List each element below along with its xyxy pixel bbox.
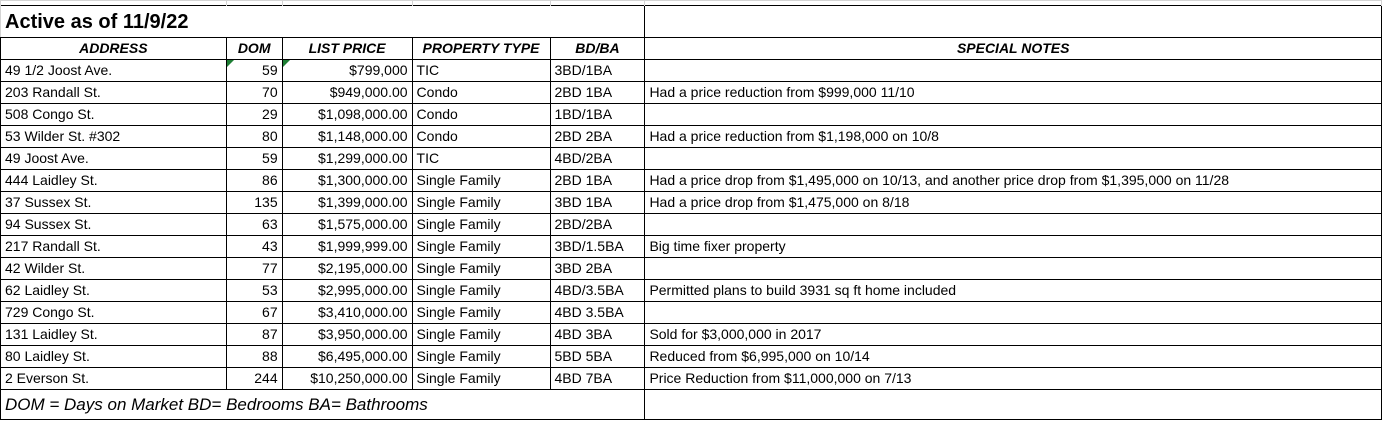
title-row	[1, 6, 1382, 38]
address-cell[interactable]: 62 Laidley St.	[1, 280, 227, 302]
dom-cell[interactable]: 63	[226, 214, 282, 236]
address-cell[interactable]: 217 Randall St.	[1, 236, 227, 258]
table-row	[1, 60, 1382, 82]
footer-empty-cell[interactable]	[645, 390, 1382, 420]
table-row	[1, 236, 1382, 258]
header-special-notes[interactable]: SPECIAL NOTES	[645, 38, 1382, 60]
bd-ba-cell[interactable]: 4BD 7BA	[550, 368, 645, 390]
dom-cell[interactable]: 135	[226, 192, 282, 214]
bd-ba-cell[interactable]: 3BD/1BA	[550, 60, 645, 82]
bd-ba-cell[interactable]: 2BD 1BA	[550, 82, 645, 104]
address-cell[interactable]: 2 Everson St.	[1, 368, 227, 390]
dom-cell[interactable]: 59	[226, 60, 282, 82]
list-price-cell[interactable]: $1,300,000.00	[282, 170, 412, 192]
address-cell[interactable]: 508 Congo St.	[1, 104, 227, 126]
special-notes-cell[interactable]: Price Reduction from $11,000,000 on 7/13	[645, 368, 1382, 390]
address-cell[interactable]: 444 Laidley St.	[1, 170, 227, 192]
dom-cell[interactable]: 87	[226, 324, 282, 346]
list-price-cell[interactable]: $10,250,000.00	[282, 368, 412, 390]
header-list-price[interactable]: LIST PRICE	[282, 38, 412, 60]
dom-cell[interactable]: 43	[226, 236, 282, 258]
property-type-cell[interactable]: Condo	[412, 104, 550, 126]
dom-cell[interactable]: 53	[226, 280, 282, 302]
dom-cell[interactable]: 86	[226, 170, 282, 192]
bd-ba-cell[interactable]: 2BD/2BA	[550, 214, 645, 236]
header-bd-ba[interactable]: BD/BA	[550, 38, 645, 60]
special-notes-cell[interactable]	[645, 258, 1382, 280]
property-type-cell[interactable]: Single Family	[412, 214, 550, 236]
bd-ba-cell[interactable]: 4BD/3.5BA	[550, 280, 645, 302]
special-notes-cell[interactable]	[645, 104, 1382, 126]
special-notes-cell[interactable]	[645, 60, 1382, 82]
property-type-cell[interactable]: Single Family	[412, 302, 550, 324]
bd-ba-cell[interactable]: 5BD 5BA	[550, 346, 645, 368]
list-price-cell[interactable]: $2,195,000.00	[282, 258, 412, 280]
address-cell[interactable]: 203 Randall St.	[1, 82, 227, 104]
table-row	[1, 302, 1382, 324]
header-property-type[interactable]: PROPERTY TYPE	[412, 38, 550, 60]
legend-note[interactable]: DOM = Days on Market BD= Bedrooms BA= Bathrooms	[1, 390, 645, 420]
property-type-cell[interactable]: Condo	[412, 82, 550, 104]
bd-ba-cell[interactable]: 2BD 2BA	[550, 126, 645, 148]
list-price-cell[interactable]: $3,950,000.00	[282, 324, 412, 346]
dom-cell[interactable]: 29	[226, 104, 282, 126]
property-type-cell[interactable]: Condo	[412, 126, 550, 148]
bd-ba-cell[interactable]: 2BD 1BA	[550, 170, 645, 192]
special-notes-cell[interactable]: Sold for $3,000,000 in 2017	[645, 324, 1382, 346]
table-row	[1, 104, 1382, 126]
table-row	[1, 214, 1382, 236]
list-price-cell[interactable]: $799,000	[282, 60, 412, 82]
list-price-cell[interactable]: $949,000.00	[282, 82, 412, 104]
property-type-cell[interactable]: TIC	[412, 148, 550, 170]
title-spacer-cell[interactable]	[645, 6, 1382, 38]
address-cell[interactable]: 49 1/2 Joost Ave.	[1, 60, 227, 82]
list-price-cell[interactable]: $1,399,000.00	[282, 192, 412, 214]
property-type-cell[interactable]: Single Family	[412, 368, 550, 390]
special-notes-cell[interactable]: Had a price drop from $1,495,000 on 10/13, and another price drop from $1,395,000 on 11/28	[645, 170, 1382, 192]
special-notes-cell[interactable]: Had a price drop from $1,475,000 on 8/18	[645, 192, 1382, 214]
footer-row	[1, 390, 1382, 420]
address-cell[interactable]: 131 Laidley St.	[1, 324, 227, 346]
bd-ba-cell[interactable]: 4BD/2BA	[550, 148, 645, 170]
address-cell[interactable]: 37 Sussex St.	[1, 192, 227, 214]
table-row	[1, 258, 1382, 280]
sheet-title[interactable]: Active as of 11/9/22	[1, 6, 645, 38]
header-dom[interactable]: DOM	[226, 38, 282, 60]
dom-cell[interactable]: 59	[226, 148, 282, 170]
special-notes-cell[interactable]	[645, 148, 1382, 170]
bd-ba-cell[interactable]: 3BD 2BA	[550, 258, 645, 280]
table-row	[1, 324, 1382, 346]
table-row	[1, 280, 1382, 302]
address-cell[interactable]: 42 Wilder St.	[1, 258, 227, 280]
list-price-cell[interactable]: $1,999,999.00	[282, 236, 412, 258]
special-notes-cell[interactable]: Had a price reduction from $1,198,000 on 10/8	[645, 126, 1382, 148]
property-type-cell[interactable]: TIC	[412, 60, 550, 82]
bd-ba-cell[interactable]: 3BD/1.5BA	[550, 236, 645, 258]
list-price-cell[interactable]: $3,410,000.00	[282, 302, 412, 324]
table-row	[1, 126, 1382, 148]
address-cell[interactable]: 49 Joost Ave.	[1, 148, 227, 170]
special-notes-cell[interactable]: Big time fixer property	[645, 236, 1382, 258]
list-price-cell[interactable]: $2,995,000.00	[282, 280, 412, 302]
address-cell[interactable]: 80 Laidley St.	[1, 346, 227, 368]
address-cell[interactable]: 729 Congo St.	[1, 302, 227, 324]
dom-cell[interactable]: 67	[226, 302, 282, 324]
bd-ba-cell[interactable]: 4BD 3BA	[550, 324, 645, 346]
header-address[interactable]: ADDRESS	[1, 38, 227, 60]
header-row	[1, 38, 1382, 60]
bd-ba-cell[interactable]: 1BD/1BA	[550, 104, 645, 126]
property-type-cell[interactable]: Single Family	[412, 192, 550, 214]
property-type-cell[interactable]: Single Family	[412, 236, 550, 258]
list-price-cell[interactable]: $6,495,000.00	[282, 346, 412, 368]
dom-cell[interactable]: 80	[226, 126, 282, 148]
property-type-cell[interactable]: Single Family	[412, 346, 550, 368]
bd-ba-cell[interactable]: 4BD 3.5BA	[550, 302, 645, 324]
table-row	[1, 170, 1382, 192]
list-price-cell[interactable]: $1,098,000.00	[282, 104, 412, 126]
special-notes-cell[interactable]	[645, 214, 1382, 236]
address-cell[interactable]: 94 Sussex St.	[1, 214, 227, 236]
table-row	[1, 346, 1382, 368]
property-type-cell[interactable]: Single Family	[412, 258, 550, 280]
list-price-cell[interactable]: $1,575,000.00	[282, 214, 412, 236]
special-notes-cell[interactable]: Had a price reduction from $999,000 11/10	[645, 82, 1382, 104]
table-row	[1, 148, 1382, 170]
table-row	[1, 82, 1382, 104]
bd-ba-cell[interactable]: 3BD 1BA	[550, 192, 645, 214]
address-cell[interactable]: 53 Wilder St. #302	[1, 126, 227, 148]
dom-cell[interactable]: 70	[226, 82, 282, 104]
table-row	[1, 368, 1382, 390]
property-type-cell[interactable]: Single Family	[412, 324, 550, 346]
special-notes-cell[interactable]: Permitted plans to build 3931 sq ft home included	[645, 280, 1382, 302]
special-notes-cell[interactable]: Reduced from $6,995,000 on 10/14	[645, 346, 1382, 368]
dom-cell[interactable]: 88	[226, 346, 282, 368]
dom-cell[interactable]: 77	[226, 258, 282, 280]
list-price-cell[interactable]: $1,148,000.00	[282, 126, 412, 148]
property-type-cell[interactable]: Single Family	[412, 280, 550, 302]
special-notes-cell[interactable]	[645, 302, 1382, 324]
list-price-cell[interactable]: $1,299,000.00	[282, 148, 412, 170]
dom-cell[interactable]: 244	[226, 368, 282, 390]
table-row	[1, 192, 1382, 214]
property-type-cell[interactable]: Single Family	[412, 170, 550, 192]
